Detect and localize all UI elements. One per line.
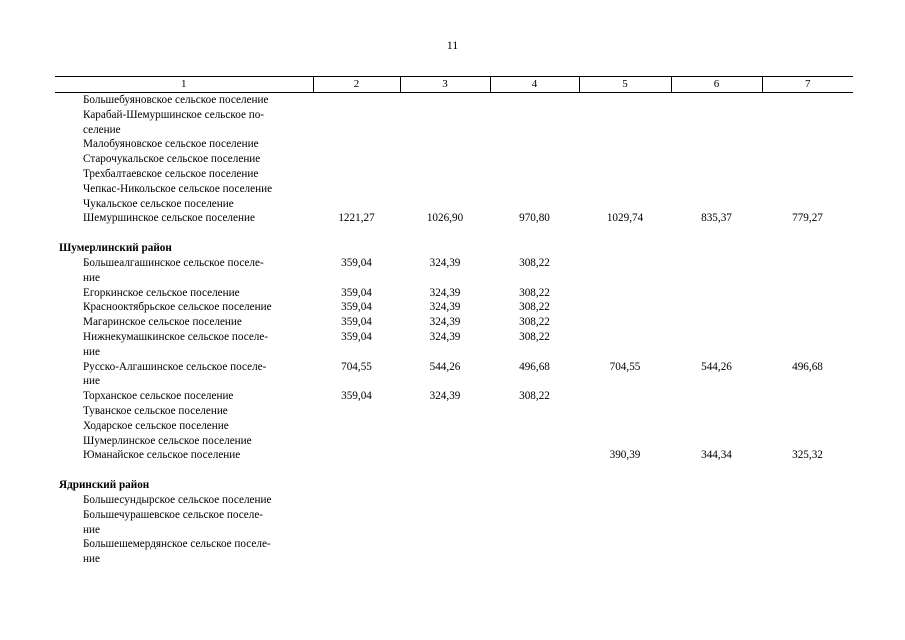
data-table: [55, 76, 853, 567]
value-cell-col7: [762, 137, 853, 152]
value-cell-col4: 308,22: [519, 330, 550, 343]
spacer-cell: [55, 463, 853, 478]
value-cell-col3: [400, 493, 490, 508]
settlement-name: Шемуршинское сельское поселение: [83, 212, 255, 225]
value-cell-col3: 324,39: [429, 316, 461, 329]
value-cell-col7: [762, 286, 853, 301]
settlement-name-cell: [55, 434, 313, 449]
value-cell-col6: [671, 256, 762, 286]
header-row: [55, 77, 853, 93]
settlement-name-cell: [55, 404, 313, 419]
table-row: [55, 493, 853, 508]
value-cell-col5: [579, 182, 671, 197]
value-cell-col7: 496,68: [792, 360, 823, 373]
value-cell-col6: [671, 286, 762, 301]
table-row: [55, 508, 853, 538]
settlement-name: Шумерлинское сельское поселение: [83, 434, 252, 447]
value-cell-col2: [313, 152, 400, 167]
value-cell-col6: [671, 315, 762, 330]
settlement-name-cell: [55, 211, 313, 226]
settlement-name-cell: [55, 182, 313, 197]
value-cell-col6: [671, 197, 762, 212]
value-cell-col7: [762, 256, 853, 286]
table-row: [55, 330, 853, 360]
value-cell-col5: [579, 286, 671, 301]
value-cell-col6: [671, 537, 762, 567]
value-cell-col4: [490, 197, 579, 212]
column-header: 5: [579, 77, 671, 93]
value-cell-col7: [762, 152, 853, 167]
settlement-name: Большесундырское сельское поселение: [83, 493, 272, 506]
value-cell-col7: [762, 197, 853, 212]
value-cell-col4: 496,68: [519, 360, 550, 373]
spacer-row: [55, 463, 853, 478]
value-cell-col5: 704,55: [609, 360, 641, 373]
value-cell-col5: [579, 108, 671, 138]
value-cell-col2: 359,04: [341, 316, 372, 329]
settlement-name: Большеалгашинское сельское поселе- ние: [83, 256, 264, 284]
value-cell-col5: [579, 419, 671, 434]
settlement-name-cell: [55, 493, 313, 508]
table-row: [55, 197, 853, 212]
settlement-name: Краснооктябрьское сельское поселение: [83, 301, 272, 314]
table-row: [55, 360, 853, 390]
value-cell-col2: [313, 197, 400, 212]
value-cell-col4: [490, 508, 579, 538]
settlement-name-cell: [55, 389, 313, 404]
table-row: [55, 419, 853, 434]
settlement-name: Магаринское сельское поселение: [83, 316, 242, 329]
value-cell-col5: 390,39: [609, 449, 641, 462]
value-cell-col3: [400, 93, 490, 108]
value-cell-col6: [671, 434, 762, 449]
settlement-name-cell: [55, 508, 313, 538]
value-cell-col4: [490, 93, 579, 108]
value-cell-col7: [762, 508, 853, 538]
value-cell-col7: [762, 419, 853, 434]
value-cell-col2: [313, 493, 400, 508]
table-row: [55, 211, 853, 226]
value-cell-col6: [671, 330, 762, 360]
value-cell-col4: [490, 493, 579, 508]
settlement-name: Нижнекумашкинское сельское поселе- ние: [83, 330, 269, 358]
value-cell-col2: [313, 434, 400, 449]
value-cell-col4: [490, 537, 579, 567]
value-cell-col6: [671, 152, 762, 167]
settlement-name-cell: [55, 152, 313, 167]
value-cell-col5: [579, 389, 671, 404]
value-cell-col5: [579, 93, 671, 108]
settlement-name: Туванское сельское поселение: [83, 404, 228, 417]
value-cell-col3: [400, 108, 490, 138]
value-cell-col2: [313, 167, 400, 182]
value-cell-col2: [313, 93, 400, 108]
value-cell-col7: [762, 167, 853, 182]
value-cell-col6: [671, 167, 762, 182]
column-header: 1: [55, 77, 313, 93]
value-cell-col7: [762, 404, 853, 419]
value-cell-col6: 835,37: [701, 212, 732, 225]
table-row: [55, 93, 853, 108]
value-cell-col4: [490, 182, 579, 197]
table-body: [55, 93, 853, 567]
table-row: [55, 448, 853, 463]
value-cell-col7: [762, 182, 853, 197]
settlement-name: Старочукальское сельское поселение: [83, 153, 261, 166]
value-cell-col5: [579, 330, 671, 360]
value-cell-col4: 308,22: [519, 286, 550, 299]
value-cell-col6: [671, 182, 762, 197]
value-cell-col5: [579, 493, 671, 508]
value-cell-col3: 324,39: [429, 256, 461, 269]
value-cell-col4: 308,22: [519, 256, 550, 269]
settlement-name: Ходарское сельское поселение: [83, 419, 229, 432]
district-row: [55, 241, 853, 256]
value-cell-col3: [400, 137, 490, 152]
value-cell-col3: 544,26: [429, 360, 461, 373]
table-row: [55, 537, 853, 567]
value-cell-col5: 1029,74: [606, 212, 644, 225]
settlement-name-cell: [55, 360, 313, 390]
value-cell-col2: [313, 108, 400, 138]
value-cell-col6: [671, 137, 762, 152]
value-cell-col7: [762, 300, 853, 315]
value-cell-col5: [579, 315, 671, 330]
settlement-name: Малобуяновское сельское поселение: [83, 138, 259, 151]
value-cell-col6: [671, 300, 762, 315]
value-cell-col2: [313, 537, 400, 567]
value-cell-col3: [400, 182, 490, 197]
settlement-name: Чепкас-Никольское сельское поселение: [83, 182, 273, 195]
settlement-name-cell: [55, 256, 313, 286]
value-cell-col4: [490, 137, 579, 152]
value-cell-col4: [490, 434, 579, 449]
value-cell-col4: 308,22: [519, 316, 550, 329]
value-cell-col6: [671, 508, 762, 538]
value-cell-col4: [490, 448, 579, 463]
value-cell-col6: [671, 404, 762, 419]
value-cell-col3: [400, 167, 490, 182]
settlement-name: Карабай-Шемуршинское сельское по- селение: [83, 108, 265, 136]
value-cell-col2: [313, 419, 400, 434]
value-cell-col2: [313, 182, 400, 197]
value-cell-col3: [400, 419, 490, 434]
value-cell-col2: 359,04: [341, 330, 372, 343]
value-cell-col2: 359,04: [341, 301, 372, 314]
value-cell-col6: 344,34: [701, 449, 732, 462]
value-cell-col6: [671, 419, 762, 434]
settlement-name: Юманайское сельское поселение: [83, 449, 241, 462]
value-cell-col5: [579, 434, 671, 449]
table-row: [55, 389, 853, 404]
value-cell-col5: [579, 152, 671, 167]
value-cell-col7: [762, 434, 853, 449]
value-cell-col7: [762, 330, 853, 360]
column-header: 6: [671, 77, 762, 93]
value-cell-col4: [490, 419, 579, 434]
value-cell-col3: [400, 197, 490, 212]
value-cell-col5: [579, 300, 671, 315]
table-row: [55, 137, 853, 152]
value-cell-col4: 308,22: [519, 301, 550, 314]
district-row: [55, 478, 853, 493]
table-row: [55, 300, 853, 315]
value-cell-col3: 324,39: [429, 330, 461, 343]
settlement-name-cell: [55, 286, 313, 301]
value-cell-col3: [400, 434, 490, 449]
value-cell-col3: [400, 152, 490, 167]
table-row: [55, 152, 853, 167]
settlement-name-cell: [55, 93, 313, 108]
value-cell-col3: [400, 404, 490, 419]
table-row: [55, 434, 853, 449]
value-cell-col6: 544,26: [701, 360, 732, 373]
column-header: 4: [490, 77, 579, 93]
district-name: Ядринский район: [59, 479, 150, 492]
value-cell-col5: [579, 137, 671, 152]
settlement-name: Трехбалтаевское сельское поселение: [83, 167, 259, 180]
value-cell-col3: 324,39: [429, 390, 461, 403]
settlement-name-cell: [55, 108, 313, 138]
settlement-name-cell: [55, 330, 313, 360]
value-cell-col7: 779,27: [792, 212, 823, 225]
table-row: [55, 315, 853, 330]
value-cell-col7: [762, 315, 853, 330]
spacer-row: [55, 226, 853, 241]
settlement-name-cell: [55, 419, 313, 434]
settlement-name: Большечурашевское сельское поселе- ние: [83, 508, 264, 536]
value-cell-col4: [490, 108, 579, 138]
settlement-name: Чукальское сельское поселение: [83, 197, 234, 210]
value-cell-col3: 324,39: [429, 301, 461, 314]
value-cell-col2: [313, 508, 400, 538]
value-cell-col2: 359,04: [341, 286, 372, 299]
settlement-name: Большешемердянское сельское поселе- ние: [83, 538, 271, 566]
spacer-cell: [55, 226, 853, 241]
settlement-name: Егоркинское сельское поселение: [83, 286, 240, 299]
settlement-name: Русско-Алгашинское сельское поселе- ние: [83, 360, 267, 388]
settlement-name-cell: [55, 137, 313, 152]
value-cell-col2: 704,55: [341, 360, 372, 373]
value-cell-col7: [762, 389, 853, 404]
settlement-name-cell: [55, 167, 313, 182]
value-cell-col6: [671, 493, 762, 508]
value-cell-col4: 308,22: [519, 390, 550, 403]
value-cell-col3: [400, 448, 490, 463]
value-cell-col4: [490, 404, 579, 419]
settlement-name-cell: [55, 537, 313, 567]
table-row: [55, 167, 853, 182]
value-cell-col2: [313, 448, 400, 463]
value-cell-col5: [579, 167, 671, 182]
value-cell-col7: [762, 493, 853, 508]
district-name: Шумерлинский район: [59, 242, 172, 255]
table-row: [55, 286, 853, 301]
column-header: 3: [400, 77, 490, 93]
table-row: [55, 182, 853, 197]
settlement-name-cell: [55, 315, 313, 330]
value-cell-col6: [671, 93, 762, 108]
value-cell-col3: [400, 537, 490, 567]
settlement-name-cell: [55, 197, 313, 212]
value-cell-col7: [762, 93, 853, 108]
page-number: 11: [446, 38, 459, 52]
value-cell-col2: [313, 137, 400, 152]
value-cell-col5: [579, 508, 671, 538]
value-cell-col2: [313, 404, 400, 419]
value-cell-col7: 325,32: [792, 449, 823, 462]
value-cell-col7: [762, 108, 853, 138]
value-cell-col7: [762, 537, 853, 567]
value-cell-col3: [400, 508, 490, 538]
table-row: [55, 108, 853, 138]
settlement-name: Торханское сельское поселение: [83, 390, 234, 403]
value-cell-col5: [579, 537, 671, 567]
value-cell-col6: [671, 108, 762, 138]
settlement-name-cell: [55, 448, 313, 463]
value-cell-col3: 1026,90: [426, 212, 464, 225]
value-cell-col5: [579, 256, 671, 286]
value-cell-col4: [490, 152, 579, 167]
table-row: [55, 404, 853, 419]
table-row: [55, 256, 853, 286]
value-cell-col3: 324,39: [429, 286, 461, 299]
settlement-name: Большебуяновское сельское поселение: [83, 94, 269, 106]
value-cell-col5: [579, 197, 671, 212]
value-cell-col6: [671, 389, 762, 404]
column-header: 7: [762, 77, 853, 93]
settlement-name-cell: [55, 300, 313, 315]
column-header: 2: [313, 77, 400, 93]
value-cell-col2: 359,04: [341, 390, 372, 403]
value-cell-col4: 970,80: [519, 212, 550, 225]
value-cell-col5: [579, 404, 671, 419]
value-cell-col4: [490, 167, 579, 182]
value-cell-col2: 1221,27: [338, 212, 375, 225]
value-cell-col2: 359,04: [341, 256, 372, 269]
